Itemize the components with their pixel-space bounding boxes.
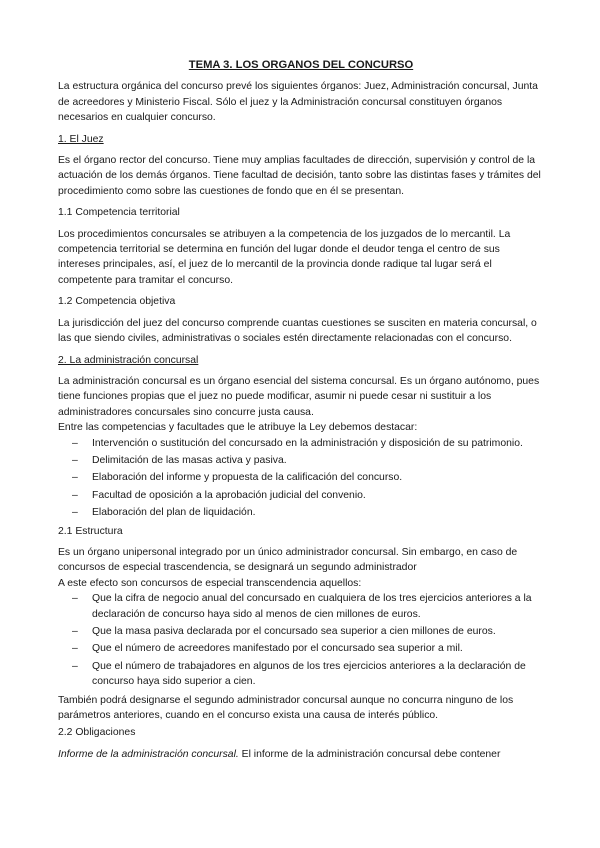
list-item: – Intervención o sustitución del concursado en la administración y disposición de su patrimonio.	[92, 436, 544, 451]
section-1-1-paragraph: Los procedimientos concursales se atribuyen a la competencia de los juzgados de lo mercantil. La competencia territorial se determina en función del lugar donde el deudor tenga el centro de sus intereses principales, así, el juez de lo mercantil de la provincia donde radique tal lugar será el competente para tramitar el concurso.	[58, 228, 511, 286]
document-body	[58, 58, 544, 768]
list-item: – Facultad de oposición a la aprobación judicial del convenio.	[92, 488, 544, 503]
list-item: – Elaboración del informe y propuesta de la calificación del concurso.	[92, 470, 544, 485]
section-2-lead: Entre las competencias y facultades que le atribuye la Ley debemos destacar:	[58, 422, 418, 434]
section-1-2-paragraph: La jurisdicción del juez del concurso comprende cuantas cuestiones se susciten en materia concursal, o las que siendo civiles, administrativas o sociales estén directamente relacionadas con el concurso.	[58, 317, 537, 345]
list-item: – Que la cifra de negocio anual del concursado en cualquiera de los tres ejercicios anteriores a la declaración de concurso haya sido al menos de cien millones de euros.	[92, 591, 544, 622]
section-1-paragraph: Es el órgano rector del concurso. Tiene muy amplias facultades de dirección, supervisión y control de la actuación de los demás órganos. Tiene facultad de decisión, tanto sobre las distintas fases y trámites del procedimiento como sobre las cuestiones de fondo que en él se presentan.	[58, 155, 541, 197]
section-2-1-lead: A este efecto son concursos de especial transcendencia aquellos:	[58, 577, 362, 589]
list-item: – Que el número de acreedores manifestado por el concursado sea superior a mil.	[92, 641, 544, 656]
section-2-paragraph: La administración concursal es un órgano esencial del sistema concursal. Es un órgano autónomo, pues tiene funciones propias que el juez no puede modificar, asumir ni puede cesar ni sustituir a los administradores concursales sino concurre justa causa.	[58, 375, 540, 418]
section-1-1-heading: 1.1 Competencia territorial	[58, 207, 180, 219]
section-2-1-paragraph: Es un órgano unipersonal integrado por un único administrador concursal. Sin embargo, en caso de concursos de especial trascendencia, se designará un segundo administrador	[58, 546, 518, 574]
list-item: – Que la masa pasiva declarada por el concursado sea superior a cien millones de euros.	[92, 624, 544, 639]
section-2-2-paragraph	[58, 747, 544, 762]
section-2-heading: 2. La administración concursal	[58, 354, 199, 366]
section-1-2-heading: 1.2 Competencia objetiva	[58, 296, 176, 308]
list-item: – Elaboración del plan de liquidación.	[92, 505, 544, 520]
competencias-list	[58, 436, 544, 521]
informe-label: Informe de la administración concursal.	[58, 748, 239, 760]
page-title: TEMA 3. LOS ORGANOS DEL CONCURSO	[188, 59, 414, 71]
section-2-2-heading: 2.2 Obligaciones	[58, 727, 136, 739]
trascendencia-list	[58, 591, 544, 689]
section-2-2-text: El informe de la administración concursal debe contener	[238, 748, 501, 760]
list-item: – Delimitación de las masas activa y pasiva.	[92, 453, 544, 468]
intro-paragraph: La estructura orgánica del concurso prevé los siguientes órganos: Juez, Administración concursal, Junta de acreedores y Ministerio Fiscal. Sólo el juez y la Administración concursal constituyen órganos necesarios en cualquier concurso.	[58, 81, 538, 124]
list-item: – Que el número de trabajadores en algunos de los tres ejercicios anteriores a la declaración de concurso haya sido superior a cien.	[92, 659, 544, 690]
section-2-1-heading: 2.1 Estructura	[58, 525, 123, 537]
section-2-1-after: También podrá designarse el segundo administrador concursal aunque no concurra ninguno de los parámetros anteriores, cuando en el concurso exista una causa de interés público.	[58, 694, 514, 722]
section-1-heading: 1. El Juez	[58, 133, 104, 145]
